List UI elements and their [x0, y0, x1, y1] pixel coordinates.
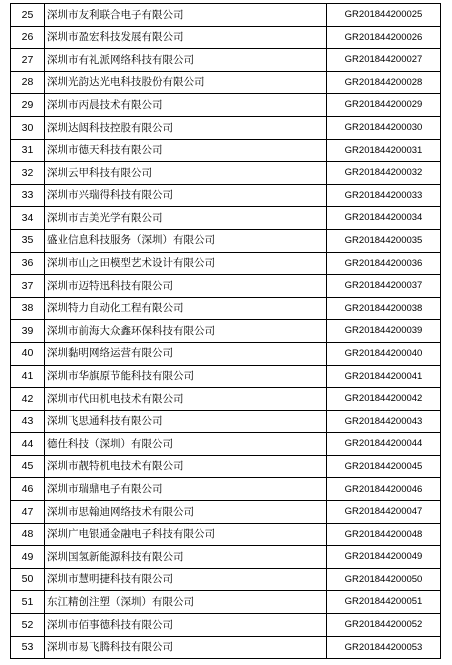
row-number: 31	[11, 139, 45, 162]
company-name: 深圳市有礼派网络科技有限公司	[45, 49, 327, 72]
table-row	[11, 116, 441, 139]
company-name: 深圳市友利联合电子有限公司	[45, 4, 327, 27]
company-name: 深圳市华旗原节能科技有限公司	[45, 365, 327, 388]
table-row	[11, 523, 441, 546]
row-number: 39	[11, 320, 45, 343]
row-number: 25	[11, 4, 45, 27]
certificate-code: GR201844200027	[327, 49, 441, 72]
company-name: 深圳市前海大众鑫环保科技有限公司	[45, 320, 327, 343]
table-row	[11, 71, 441, 94]
certificate-code: GR201844200030	[327, 116, 441, 139]
row-number: 36	[11, 252, 45, 275]
certificate-code: GR201844200044	[327, 433, 441, 456]
company-name: 深圳市易飞腾科技有限公司	[45, 636, 327, 659]
table-row	[11, 94, 441, 117]
table-row	[11, 184, 441, 207]
certificate-code: GR201844200053	[327, 636, 441, 659]
company-name: 深圳广电银通金融电子科技有限公司	[45, 523, 327, 546]
certificate-table	[10, 3, 441, 659]
row-number: 37	[11, 275, 45, 298]
row-number: 47	[11, 501, 45, 524]
company-name: 德仕科技（深圳）有限公司	[45, 433, 327, 456]
row-number: 32	[11, 162, 45, 185]
company-name: 深圳黏明网络运营有限公司	[45, 342, 327, 365]
certificate-code: GR201844200045	[327, 455, 441, 478]
row-number: 28	[11, 71, 45, 94]
row-number: 45	[11, 455, 45, 478]
certificate-code: GR201844200041	[327, 365, 441, 388]
row-number: 35	[11, 229, 45, 252]
table-row	[11, 275, 441, 298]
row-number: 29	[11, 94, 45, 117]
certificate-code: GR201844200035	[327, 229, 441, 252]
row-number: 38	[11, 297, 45, 320]
certificate-code: GR201844200039	[327, 320, 441, 343]
certificate-code: GR201844200046	[327, 478, 441, 501]
row-number: 42	[11, 388, 45, 411]
certificate-code: GR201844200036	[327, 252, 441, 275]
table-row	[11, 365, 441, 388]
table-row	[11, 342, 441, 365]
company-name: 深圳市佰事德科技有限公司	[45, 614, 327, 637]
table-row	[11, 4, 441, 27]
table-row	[11, 568, 441, 591]
certificate-code: GR201844200038	[327, 297, 441, 320]
company-name: 深圳市吉美光学有限公司	[45, 207, 327, 230]
certificate-code: GR201844200049	[327, 546, 441, 569]
table-row	[11, 546, 441, 569]
row-number: 44	[11, 433, 45, 456]
certificate-code: GR201844200029	[327, 94, 441, 117]
certificate-code: GR201844200051	[327, 591, 441, 614]
certificate-code: GR201844200047	[327, 501, 441, 524]
certificate-code: GR201844200028	[327, 71, 441, 94]
company-name: 盛业信息科技服务（深圳）有限公司	[45, 229, 327, 252]
company-name: 深圳国氢新能源科技有限公司	[45, 546, 327, 569]
company-name: 深圳市靓特机电技术有限公司	[45, 455, 327, 478]
table-row	[11, 207, 441, 230]
certificate-code: GR201844200048	[327, 523, 441, 546]
company-name: 东江精创注塑（深圳）有限公司	[45, 591, 327, 614]
certificate-code: GR201844200033	[327, 184, 441, 207]
table-row	[11, 49, 441, 72]
company-name: 深圳达闼科技控股有限公司	[45, 116, 327, 139]
certificate-code: GR201844200031	[327, 139, 441, 162]
table-row	[11, 636, 441, 659]
row-number: 26	[11, 26, 45, 49]
row-number: 53	[11, 636, 45, 659]
certificate-code: GR201844200052	[327, 614, 441, 637]
table-row	[11, 320, 441, 343]
company-name: 深圳市迈特迅科技有限公司	[45, 275, 327, 298]
row-number: 41	[11, 365, 45, 388]
table-row	[11, 614, 441, 637]
row-number: 48	[11, 523, 45, 546]
table-row	[11, 297, 441, 320]
table-row	[11, 501, 441, 524]
document-page	[10, 3, 441, 659]
company-name: 深圳市德天科技有限公司	[45, 139, 327, 162]
certificate-code: GR201844200026	[327, 26, 441, 49]
row-number: 34	[11, 207, 45, 230]
table-row	[11, 455, 441, 478]
company-name: 深圳光韵达光电科技股份有限公司	[45, 71, 327, 94]
table-row	[11, 26, 441, 49]
company-name: 深圳市盈宏科技发展有限公司	[45, 26, 327, 49]
certificate-code: GR201844200037	[327, 275, 441, 298]
company-name: 深圳市思翰迪网络技术有限公司	[45, 501, 327, 524]
certificate-code: GR201844200043	[327, 410, 441, 433]
company-name: 深圳市兴瑞得科技有限公司	[45, 184, 327, 207]
certificate-code: GR201844200025	[327, 4, 441, 27]
table-row	[11, 252, 441, 275]
table-body	[11, 4, 441, 659]
row-number: 52	[11, 614, 45, 637]
company-name: 深圳特力自动化工程有限公司	[45, 297, 327, 320]
company-name: 深圳市代田机电技术有限公司	[45, 388, 327, 411]
table-row	[11, 591, 441, 614]
row-number: 43	[11, 410, 45, 433]
row-number: 33	[11, 184, 45, 207]
certificate-code: GR201844200050	[327, 568, 441, 591]
row-number: 46	[11, 478, 45, 501]
row-number: 50	[11, 568, 45, 591]
row-number: 27	[11, 49, 45, 72]
table-row	[11, 388, 441, 411]
row-number: 30	[11, 116, 45, 139]
table-row	[11, 433, 441, 456]
certificate-code: GR201844200032	[327, 162, 441, 185]
table-row	[11, 229, 441, 252]
certificate-code: GR201844200034	[327, 207, 441, 230]
company-name: 深圳飞思通科技有限公司	[45, 410, 327, 433]
company-name: 深圳市慧明捷科技有限公司	[45, 568, 327, 591]
row-number: 51	[11, 591, 45, 614]
company-name: 深圳市丙晨技术有限公司	[45, 94, 327, 117]
table-row	[11, 162, 441, 185]
row-number: 40	[11, 342, 45, 365]
row-number: 49	[11, 546, 45, 569]
certificate-code: GR201844200040	[327, 342, 441, 365]
company-name: 深圳市瑞鼎电子有限公司	[45, 478, 327, 501]
table-row	[11, 478, 441, 501]
certificate-code: GR201844200042	[327, 388, 441, 411]
table-row	[11, 410, 441, 433]
table-row	[11, 139, 441, 162]
company-name: 深圳云甲科技有限公司	[45, 162, 327, 185]
company-name: 深圳市山之田模型艺术设计有限公司	[45, 252, 327, 275]
